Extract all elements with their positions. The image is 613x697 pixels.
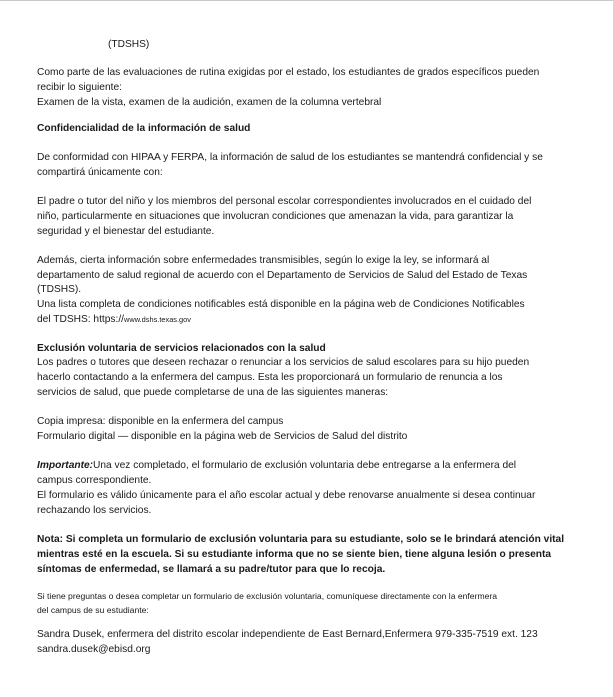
header-fragment: (TDSHS) xyxy=(108,39,150,50)
confidentiality-p1-line-1: De conformidad con HIPAA y FERPA, la información de salud de los estudiantes se mantendrá confidencial y se xyxy=(37,152,543,163)
note-line-3: síntomas de enfermedad, se llamará a su padre/tutor para que lo recoja. xyxy=(37,564,386,575)
confidentiality-p3-line-3: (TDSHS). xyxy=(37,284,82,295)
confidentiality-p3-line-1: Además, cierta información sobre enfermedades transmisibles, según lo exige la ley, se informará al xyxy=(37,255,490,266)
important-label: Importante: xyxy=(37,460,94,471)
screenings-line-1: Como parte de las evaluaciones de rutina exigidas por el estado, los estudiantes de grados específicos pueden xyxy=(37,67,540,78)
confidentiality-p2-line-2: niño, particularmente en situaciones que involucran condiciones que amenazan la vida, para garantizar la xyxy=(37,211,514,222)
contact-line-2: del campus de su estudiante: xyxy=(37,605,149,615)
important-line-1 xyxy=(37,458,593,473)
validity-line-1: El formulario es válido únicamente para el año escolar actual y debe renovarse anualmente si desea continuar xyxy=(37,490,536,501)
nurse-email[interactable]: sandra.dusek@ebisd.org xyxy=(37,644,151,655)
screenings-line-2: recibir lo siguiente: xyxy=(37,82,122,93)
opt-out-option-digital: Formulario digital — disponible en la página web de Servicios de Salud del distrito xyxy=(37,431,408,442)
page-top-border xyxy=(0,0,613,1)
confidentiality-heading: Confidencialidad de la información de salud xyxy=(37,123,251,134)
important-text: Una vez completado, el formulario de exclusión voluntaria debe entregarse a la enfermera del xyxy=(93,460,517,471)
note-line-1: Nota: Si completa un formulario de exclusión voluntaria para su estudiante, solo se le brindará atención vital xyxy=(37,534,565,545)
opt-out-line-1: Los padres o tutores que deseen rechazar o renunciar a los servicios de salud escolares para su hijo pueden xyxy=(37,357,530,368)
opt-out-line-2: hacerlo contactando a la enfermera del campus. Esta les proporcionará un formulario de renuncia a los xyxy=(37,372,503,383)
validity-line-2: rechazando los servicios. xyxy=(37,505,152,516)
opt-out-heading: Exclusión voluntaria de servicios relacionados con la salud xyxy=(37,343,326,354)
important-line-2: campus correspondiente. xyxy=(37,475,152,486)
screenings-list: Examen de la vista, examen de la audición, examen de la columna vertebral xyxy=(37,97,382,108)
note-line-2: mientras esté en la escuela. Si su estudiante informa que no se siente bien, tiene alguna lesión o presenta xyxy=(37,549,552,560)
confidentiality-p3-line-4: Una lista completa de condiciones notificables está disponible en la página web de Condiciones Notificables xyxy=(37,299,525,310)
opt-out-option-printed: Copia impresa: disponible en la enfermera del campus xyxy=(37,416,284,427)
opt-out-line-3: servicios de salud, que puede completarse de una de las siguientes maneras: xyxy=(37,387,389,398)
contact-line-1: Si tiene preguntas o desea completar un formulario de exclusión voluntaria, comuníquese directamente con la enfermera xyxy=(37,591,498,601)
nurse-contact: Sandra Dusek, enfermera del distrito escolar independiente de East Bernard,Enfermera 979-335-7519 ext. 123 xyxy=(37,629,538,640)
confidentiality-p1-line-2: compartirá únicamente con: xyxy=(37,167,163,178)
confidentiality-p3-line-2: departamento de salud regional de acuerdo con el Departamento de Servicios de Salud del Estado de Texas xyxy=(37,270,528,281)
confidentiality-p2-line-3: seguridad y el bienestar del estudiante. xyxy=(37,226,215,237)
tdshs-url-line xyxy=(37,312,593,327)
tdshs-url-prefix: del TDSHS: https:// xyxy=(37,314,125,325)
confidentiality-p2-line-1: El padre o tutor del niño y los miembros del personal escolar correspondientes involucrados en el cuidado del xyxy=(37,196,532,207)
tdshs-url-link[interactable]: www.dshs.texas.gov xyxy=(124,315,191,324)
